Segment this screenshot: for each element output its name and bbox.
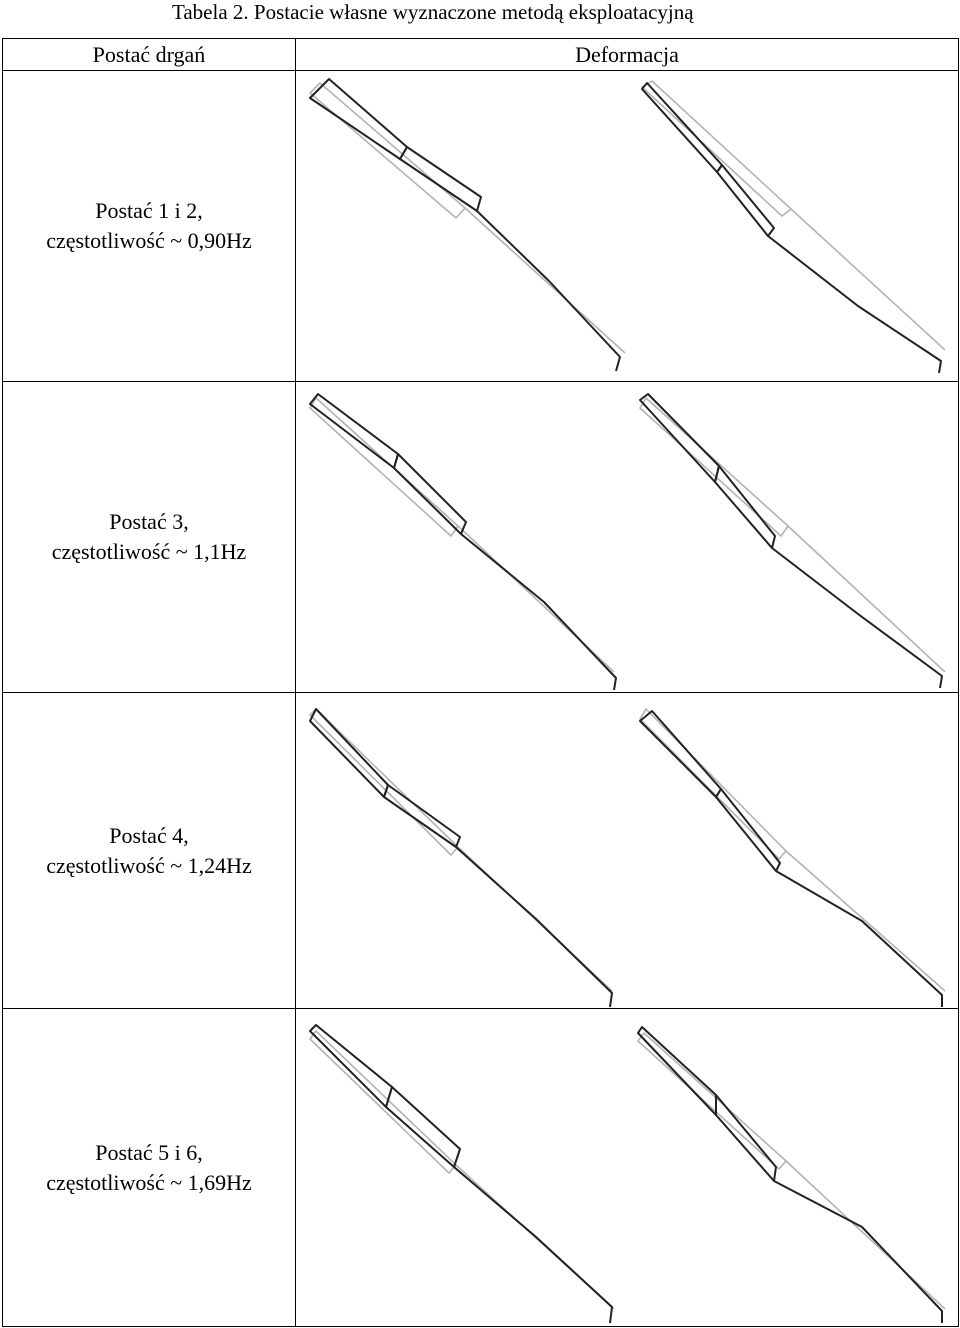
mode-label-cell [3,1009,296,1327]
table-caption: Tabela 2. Postacie własne wyznaczone metodą eksploatacyjną [172,0,694,24]
deformation-figure [296,693,958,1008]
deformed-shape [310,709,942,1007]
deformation-figure [296,1009,958,1326]
mode-frequency: częstotliwość ~ 0,90Hz [46,228,252,253]
table-header-row [3,39,959,71]
mode-frequency: częstotliwość ~ 1,69Hz [46,1169,252,1195]
mode-label-cell [3,693,296,1009]
undeformed-shape [310,398,945,672]
table-row [3,382,959,693]
table-row [3,1009,959,1327]
undeformed-shape [310,709,945,991]
table-row [3,71,959,382]
deformation-cell [296,1009,959,1327]
deformation-figure [296,382,958,692]
deformation-figure [296,71,958,381]
deformation-cell [296,71,959,382]
deformation-cell [296,382,959,693]
deformed-shape [310,1025,942,1323]
mode-shapes-table [2,38,959,1327]
deformation-cell [296,693,959,1009]
mode-name: Postać 3, [109,509,189,534]
table-row [3,693,959,1009]
mode-label-cell [3,382,296,693]
mode-frequency: częstotliwość ~ 1,1Hz [51,539,247,564]
deformed-shape [310,394,942,690]
mode-name: Postać 5 i 6, [95,1139,203,1165]
mode-name: Postać 4, [109,822,189,848]
mode-label-cell [3,71,296,382]
header-mode: Postać drgań [3,39,296,71]
mode-frequency: częstotliwość ~ 1,24Hz [46,852,252,878]
undeformed-shape [310,1031,945,1309]
undeformed-shape [310,81,945,353]
mode-name: Postać 1 i 2, [95,198,203,223]
header-deformation: Deformacja [296,39,959,71]
deformed-shape [310,79,941,373]
